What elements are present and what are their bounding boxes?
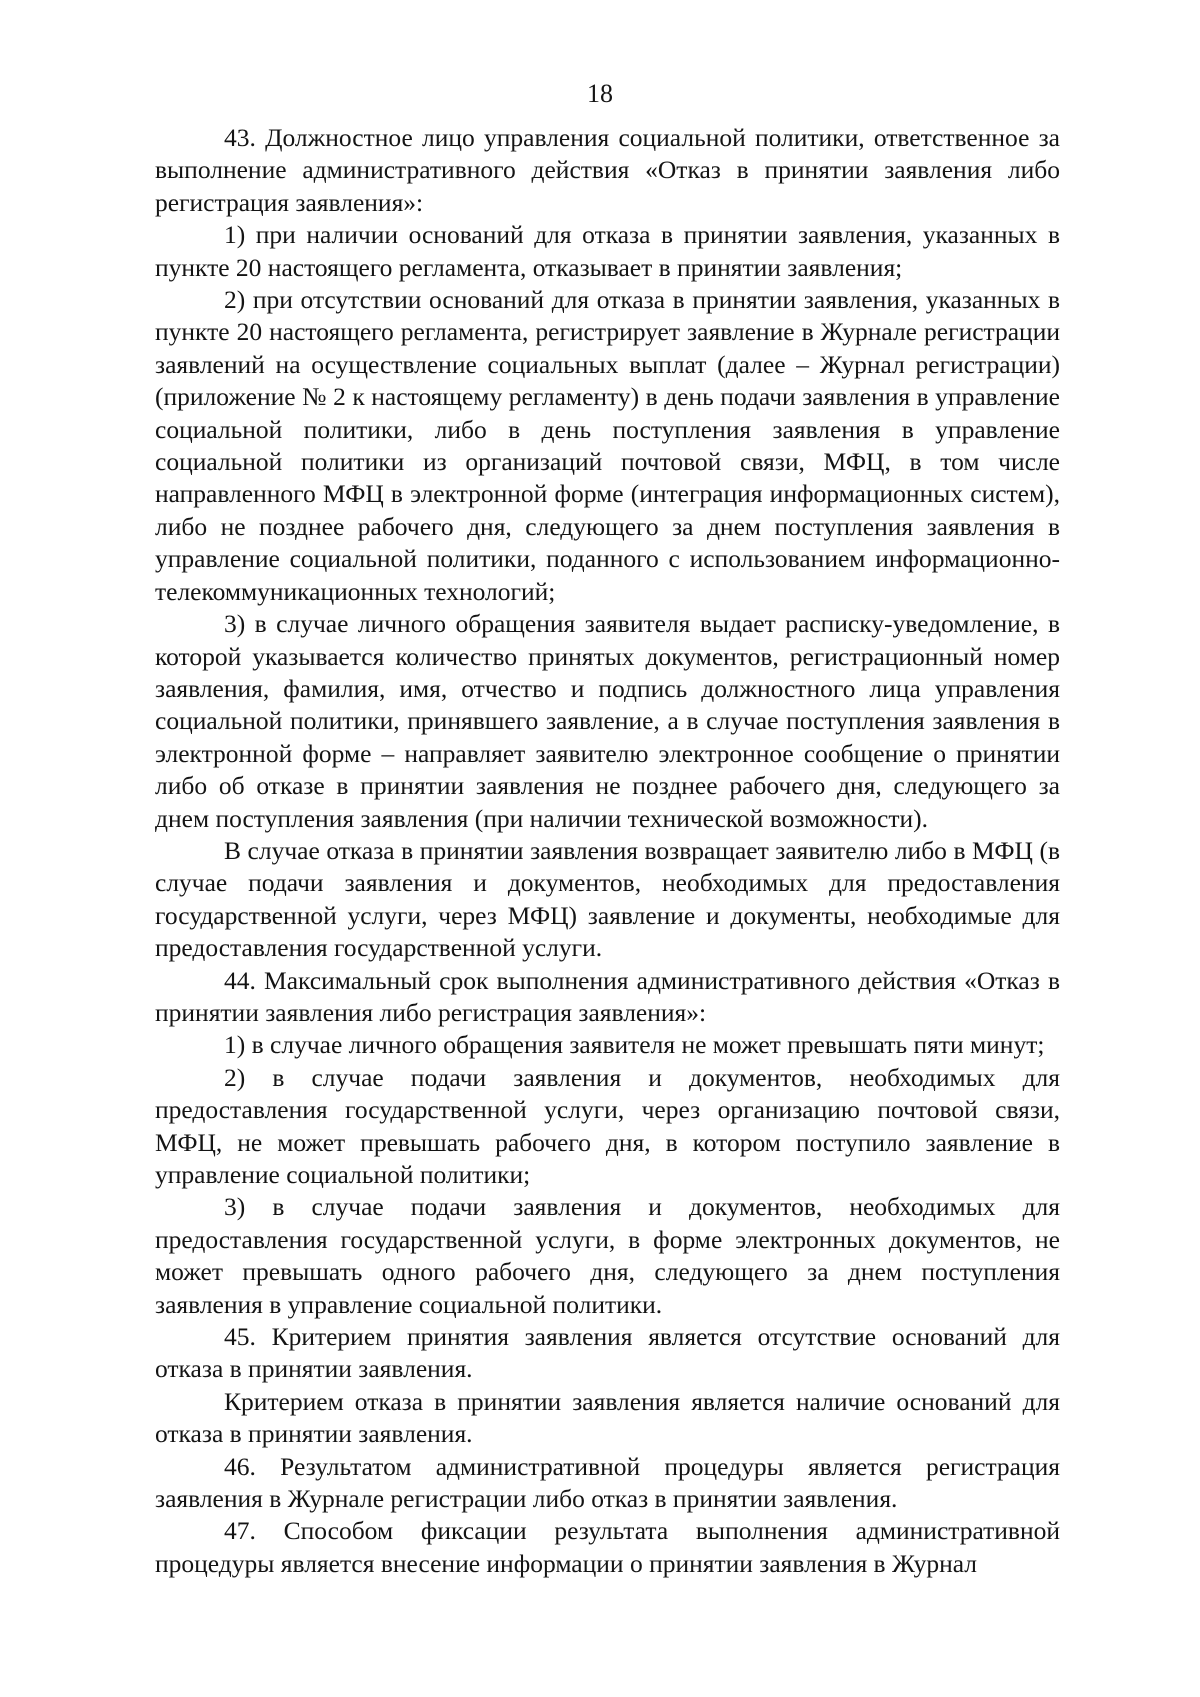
paragraph-46: 46. Результатом административной процедуры является регистрация заявления в Журнале регистрации либо отказ в принятии заявления. — [155, 1451, 1060, 1514]
paragraph-47: 47. Способом фиксации результата выполнения административной процедуры является внесение информации о принятии заявления в Журнал — [155, 1516, 1060, 1578]
paragraph-44-item-2: 2) в случае подачи заявления и документов, необходимых для предоставления государственной услуги, через организацию почтовой связи, МФЦ, не может превышать рабочего дня, в котором поступило заявление в управление социальной политики; — [155, 1062, 1060, 1189]
paragraph-43-item-2: 2) при отсутствии оснований для отказа в принятии заявления, указанных в пункте 20 настоящего регламента, регистрирует заявление в Журнале регистрации заявлений на осуществление социальных выплат (далее – Журнал регистрации) (приложение № 2 к настоящему регламенту) в день подачи заявления в управление социальной политики, либо в день поступления заявления в управление социальной политики из организаций почтовой связи, МФЦ, в том числе направленного МФЦ в электронной форме (интеграция информационных систем), либо не позднее рабочего дня, следующего за днем поступления заявления в управление социальной политики, поданного с использованием информационно-телекоммуникационных технологий; — [155, 285, 1060, 606]
paragraph-43: 43. Должностное лицо управления социальной политики, ответственное за выполнение административного действия «Отказ в принятии заявления либо регистрация заявления»: — [155, 123, 1060, 217]
document-body — [155, 122, 1060, 1580]
paragraph-44-item-1: 1) в случае личного обращения заявителя не может превышать пяти минут; — [224, 1030, 1045, 1060]
paragraph-45: 45. Критерием принятия заявления является отсутствие оснований для отказа в принятии заявления. — [155, 1322, 1060, 1384]
page-number: 18 — [587, 79, 613, 108]
paragraph-44: 44. Максимальный срок выполнения административного действия «Отказ в принятии заявления либо регистрация заявления»: — [155, 965, 1060, 1027]
paragraph-43-item-1: 1) при наличии оснований для отказа в принятии заявления, указанных в пункте 20 настоящего регламента, отказывает в принятии заявления; — [155, 220, 1060, 282]
paragraph-43-item-3: 3) в случае личного обращения заявителя выдает расписку-уведомление, в которой указывается количество принятых документов, регистрационный номер заявления, фамилия, имя, отчество и подпись должностного лица управления социальной политики, принявшего заявление, а в случае поступления заявления в электронной форме – направляет заявителю электронное сообщение о принятии либо об отказе в принятии заявления не позднее рабочего дня, следующего за днем поступления заявления (при наличии технической возможности). — [155, 609, 1060, 833]
paragraph-44-item-3: 3) в случае подачи заявления и документов, необходимых для предоставления государственной услуги, в форме электронных документов, не может превышать одного рабочего дня, следующего за днем поступления заявления в управление социальной политики. — [155, 1192, 1060, 1319]
paragraph-45-refusal-criterion: Критерием отказа в принятии заявления является наличие оснований для отказа в принятии заявления. — [155, 1386, 1060, 1449]
paragraph-43-refusal-note: В случае отказа в принятии заявления возвращает заявителю либо в МФЦ (в случае подачи заявления и документов, необходимых для предоставления государственной услуги, через МФЦ) заявление и документы, необходимые для предоставления государственной услуги. — [155, 835, 1060, 963]
